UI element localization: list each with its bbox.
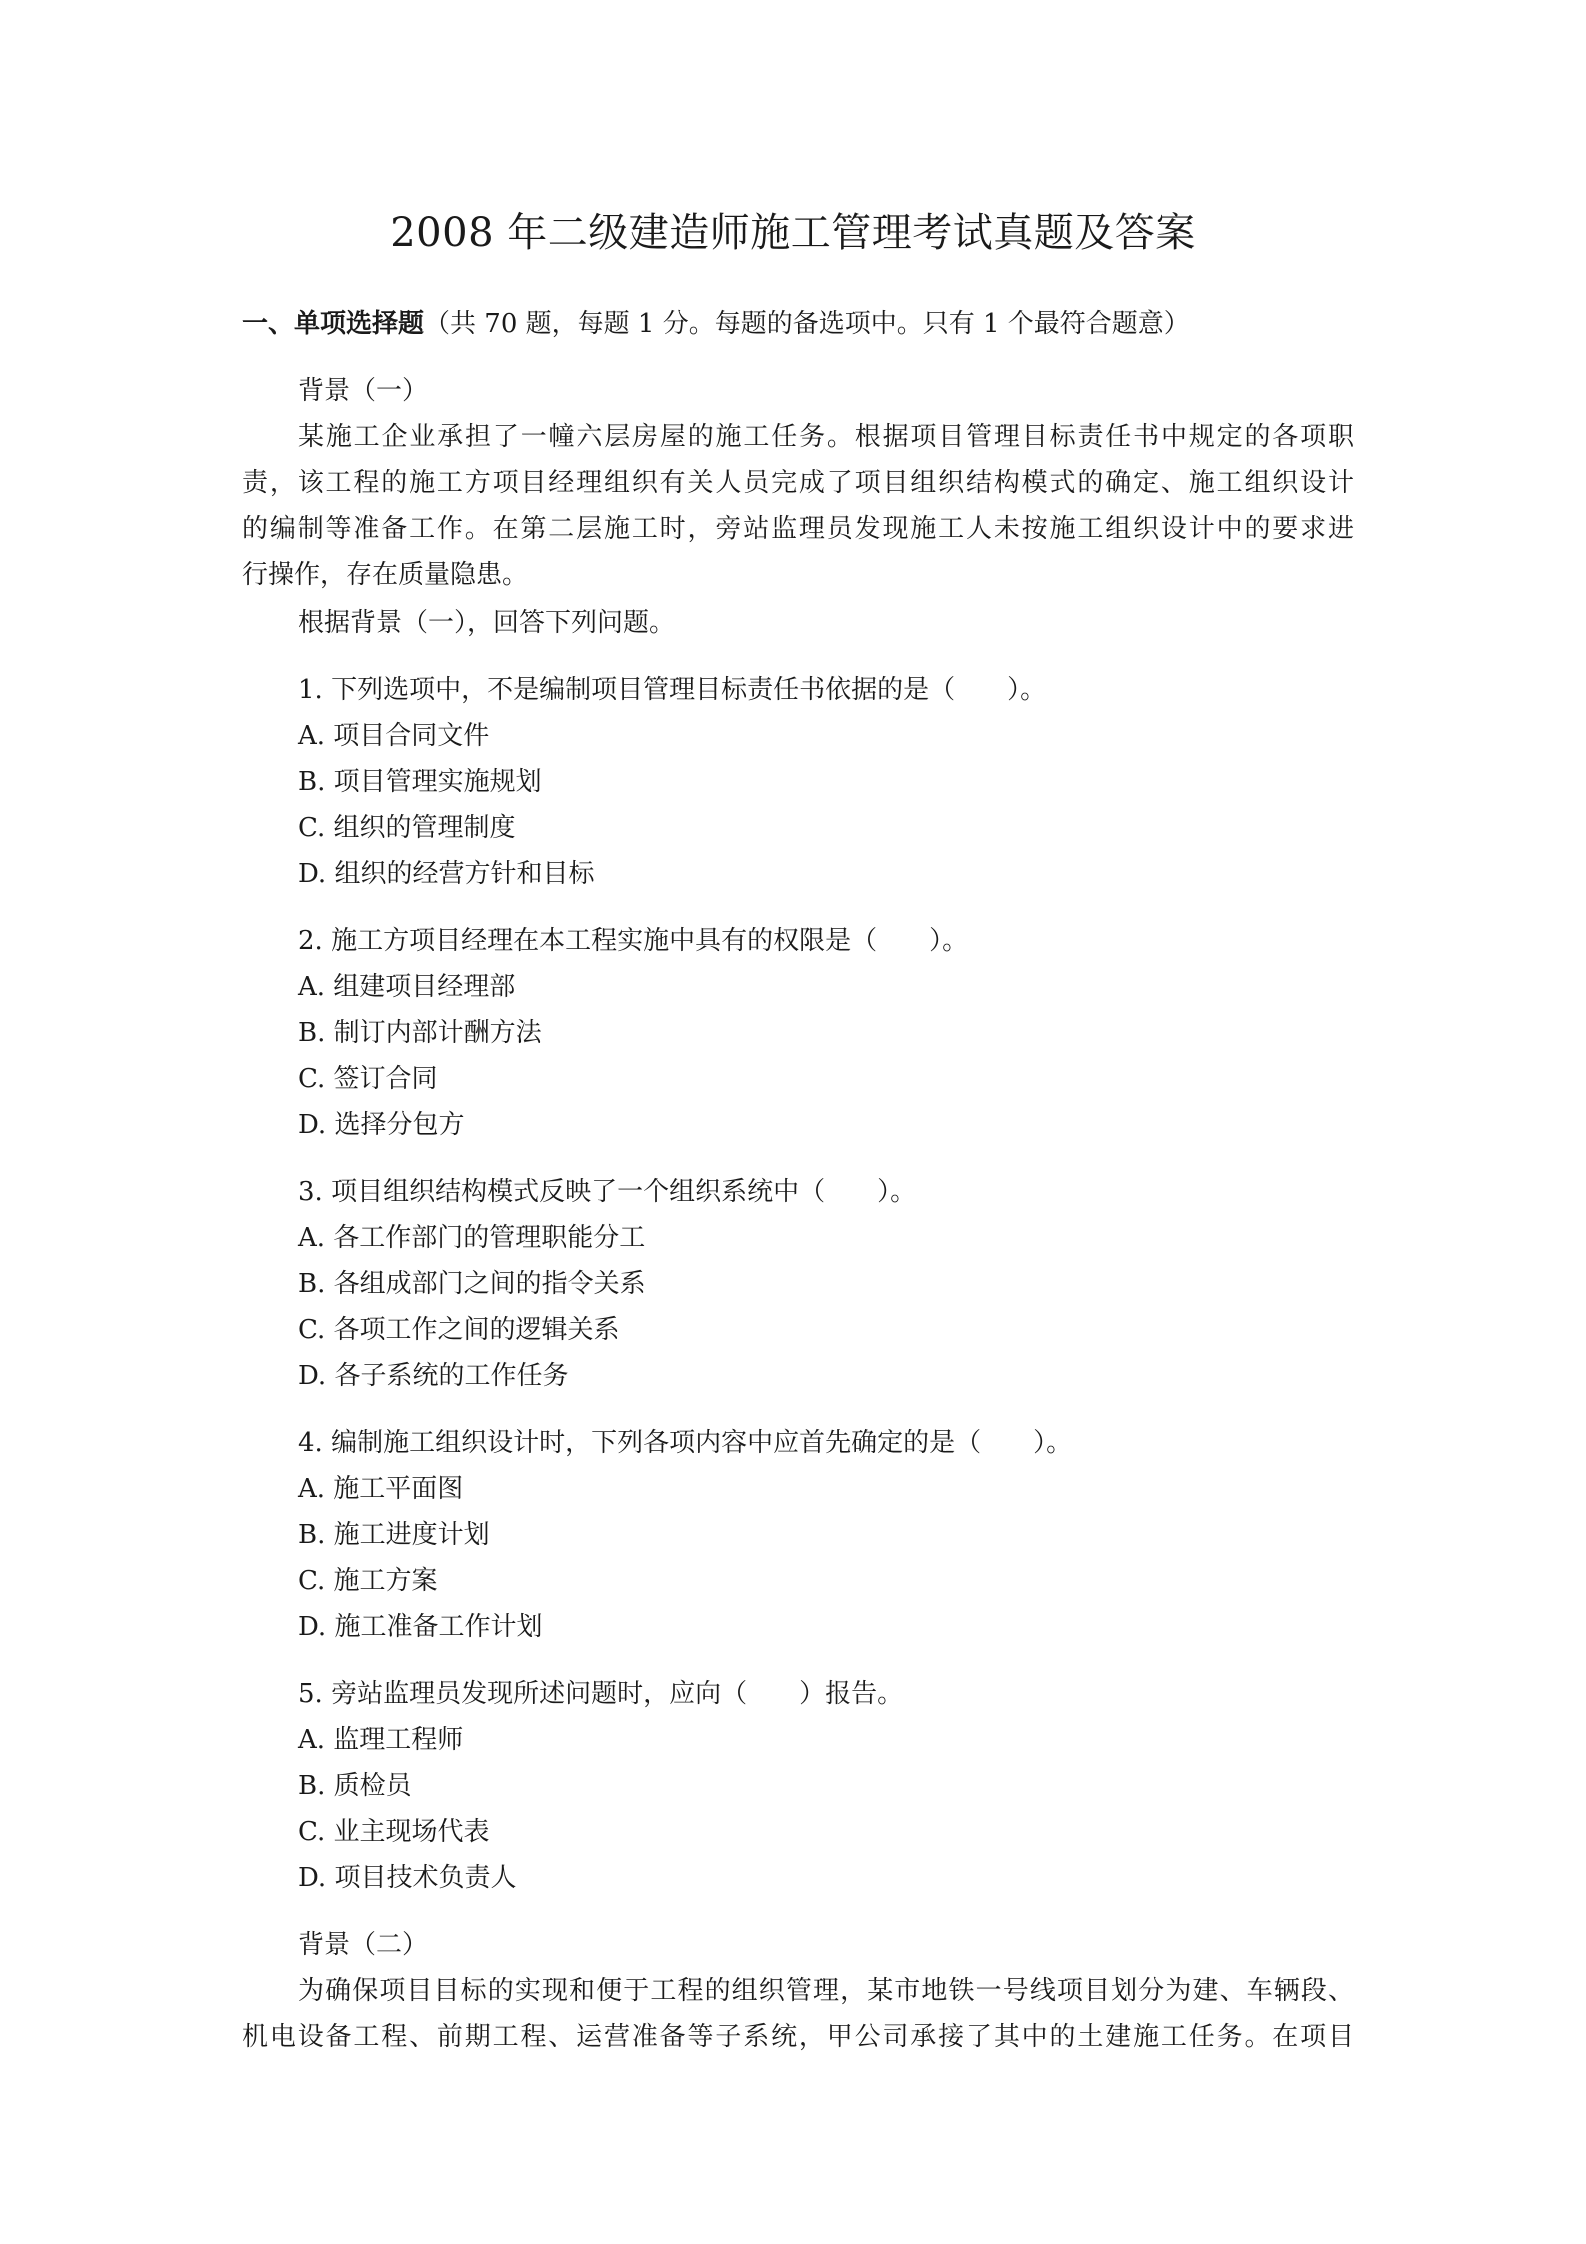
- option-b: B. 制订内部计酬方法: [298, 1018, 542, 1048]
- option-a: A. 各工作部门的管理职能分工: [298, 1223, 646, 1253]
- background-1-paragraph: [242, 414, 1354, 598]
- option-d: D. 施工准备工作计划: [298, 1612, 543, 1642]
- option-a: A. 监理工程师: [298, 1725, 464, 1755]
- background-2-label: 背景（二）: [298, 1930, 429, 1960]
- paragraph-line: 行操作，存在质量隐患。: [242, 560, 529, 590]
- document-title: 2008 年二级建造师施工管理考试真题及答案: [390, 210, 1196, 256]
- question-3: [242, 1169, 1354, 1399]
- background-1-prompt-block: [242, 600, 1354, 646]
- background-1-label-block: [242, 368, 1354, 414]
- background-1-label: 背景（一）: [298, 376, 429, 406]
- option-d: D. 选择分包方: [298, 1110, 465, 1140]
- section-heading-note: （共 70 题，每题 1 分。每题的备选项中。只有 1 个最符合题意）: [424, 309, 1190, 339]
- option-a: A. 项目合同文件: [298, 721, 490, 751]
- question-4: [242, 1420, 1354, 1650]
- option-d: D. 组织的经营方针和目标: [298, 859, 595, 889]
- paragraph-line: 的编制等准备工作。在第二层施工时，旁站监理员发现施工人未按施工组织设计中的要求进: [242, 514, 1354, 544]
- paragraph-line: 某施工企业承担了一幢六层房屋的施工任务。根据项目管理目标责任书中规定的各项职: [298, 422, 1354, 452]
- question-stem: 3. 项目组织结构模式反映了一个组织系统中（ ）。: [298, 1177, 917, 1207]
- background-1-prompt: 根据背景（一），回答下列问题。: [298, 608, 676, 638]
- option-b: B. 项目管理实施规划: [298, 767, 542, 797]
- question-stem: 2. 施工方项目经理在本工程实施中具有的权限是（ ）。: [298, 926, 969, 956]
- option-c: C. 组织的管理制度: [298, 813, 516, 843]
- section-heading-label: 一、单项选择题: [242, 309, 425, 339]
- question-1: [242, 667, 1354, 897]
- question-stem: 1. 下列选项中，不是编制项目管理目标责任书依据的是（ ）。: [298, 675, 1047, 705]
- option-d: D. 项目技术负责人: [298, 1863, 517, 1893]
- option-c: C. 施工方案: [298, 1566, 438, 1596]
- paragraph-line: 责，该工程的施工方项目经理组织有关人员完成了项目组织结构模式的确定、施工组织设计: [242, 468, 1354, 498]
- paragraph-line: 机电设备工程、前期工程、运营准备等子系统，甲公司承接了其中的土建施工任务。在项目: [242, 2022, 1354, 2052]
- option-c: C. 签订合同: [298, 1064, 438, 1094]
- question-stem: 5. 旁站监理员发现所述问题时，应向（ ）报告。: [298, 1679, 904, 1709]
- option-a: A. 组建项目经理部: [298, 972, 516, 1002]
- paragraph-line: 为确保项目目标的实现和便于工程的组织管理，某市地铁一号线项目划分为建、车辆段、: [298, 1976, 1354, 2006]
- background-2-label-block: [242, 1922, 1354, 1968]
- option-b: B. 质检员: [298, 1771, 412, 1801]
- option-b: B. 各组成部门之间的指令关系: [298, 1269, 646, 1299]
- section-heading: [242, 304, 1190, 344]
- option-b: B. 施工进度计划: [298, 1520, 490, 1550]
- option-c: C. 各项工作之间的逻辑关系: [298, 1315, 620, 1345]
- question-5: [242, 1671, 1354, 1901]
- option-a: A. 施工平面图: [298, 1474, 464, 1504]
- option-d: D. 各子系统的工作任务: [298, 1361, 569, 1391]
- option-c: C. 业主现场代表: [298, 1817, 490, 1847]
- question-2: [242, 918, 1354, 1148]
- background-2-paragraph: [242, 1968, 1354, 2060]
- question-stem: 4. 编制施工组织设计时，下列各项内容中应首先确定的是（ ）。: [298, 1428, 1073, 1458]
